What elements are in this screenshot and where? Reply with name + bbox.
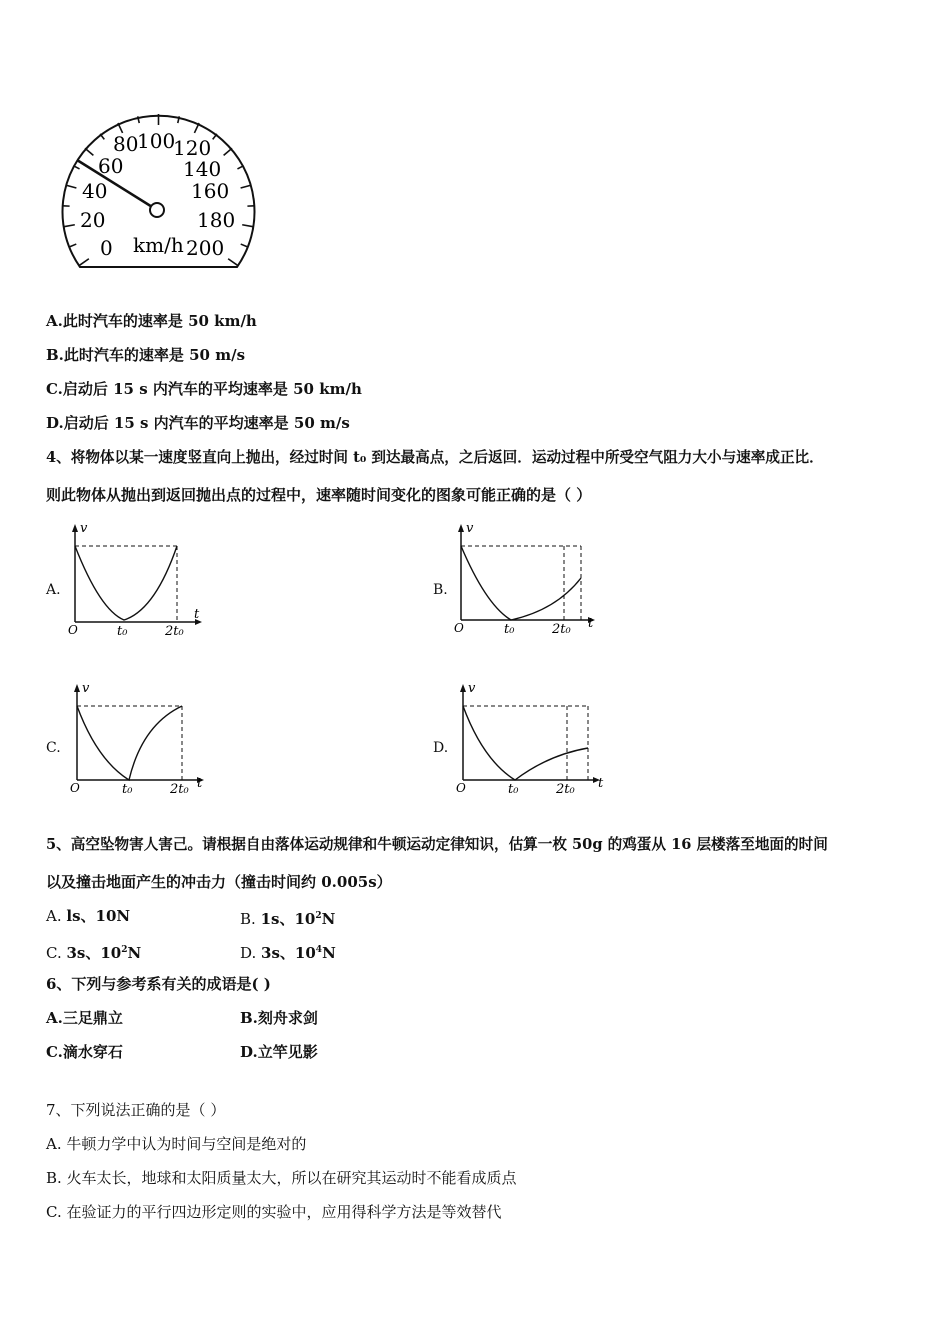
speedometer-tick-mark xyxy=(228,259,237,265)
graph-d xyxy=(448,680,613,805)
speedometer-tick-120: 120 xyxy=(173,136,212,160)
q6-option-c: C.滴水穿石 xyxy=(46,1043,123,1061)
q5-option-c-tail: N xyxy=(127,944,142,962)
q5-option-d-label: D. xyxy=(240,944,262,962)
graph-c-t0: t₀ xyxy=(122,782,133,797)
q3-option-a: A.此时汽车的速率是 50 km/h xyxy=(46,312,257,330)
q5-option-b-tail: N xyxy=(321,910,336,928)
graph-d-t0: t₀ xyxy=(508,782,519,797)
q3-option-b: B.此时汽车的速率是 50 m/s xyxy=(46,346,246,364)
q7-option-c: C. 在验证力的平行四边形定则的实验中，应用得科学方法是等效替代 xyxy=(46,1203,502,1221)
speedometer-tick-mark xyxy=(241,244,247,247)
q7-stem: 7、下列说法正确的是（ ） xyxy=(46,1101,226,1119)
graph-b-curve xyxy=(461,546,581,620)
speedometer-tick-mark xyxy=(70,244,76,247)
q6-option-a: A.三足鼎立 xyxy=(46,1009,123,1027)
graph-b-v: v xyxy=(466,521,474,536)
q5-option-a-label: A. xyxy=(46,907,67,925)
q5-option-b xyxy=(240,906,335,929)
speedometer-tick-mark xyxy=(242,225,253,227)
q3-option-d: D.启动后 15 s 内汽车的平均速率是 50 m/s xyxy=(46,414,350,432)
graph-c-label: C. xyxy=(46,740,61,756)
graph-b-2t0: 2t₀ xyxy=(552,622,571,637)
q5-option-d-text: 3s、10 xyxy=(261,944,316,962)
q4-stem-line1: 4、将物体以某一速度竖直向上抛出，经过时间 t₀ 到达最高点，之后返回．运动过程中所受空气阻力大小与速率成正比． xyxy=(46,449,824,466)
q5-option-d-tail: N xyxy=(322,944,336,962)
q3-option-c: C.启动后 15 s 内汽车的平均速率是 50 km/h xyxy=(46,380,362,398)
graph-a-v: v xyxy=(80,521,88,536)
q5-option-d-sup: 4 xyxy=(315,945,323,955)
graph-a-origin: O xyxy=(68,623,78,637)
q5-option-d xyxy=(240,940,336,963)
q5-stem-line1: 5、高空坠物害人害己。请根据自由落体运动规律和牛顿运动定律知识，估算一枚 50g 的鸡蛋从 16 层楼落至地面的时间 xyxy=(46,836,828,853)
q5-option-c-text: 3s、10 xyxy=(66,944,122,962)
graph-d-t: t xyxy=(598,776,604,791)
graph-c-2t0: 2t₀ xyxy=(170,782,189,797)
q5-option-a-text: ls、10N xyxy=(66,907,131,925)
speedometer-tick-0: 0 xyxy=(100,236,113,260)
speedometer-tick-180: 180 xyxy=(197,208,236,232)
graph-d-label: D. xyxy=(433,740,449,756)
q5-option-b-label: B. xyxy=(240,910,261,928)
graph-c-v: v xyxy=(82,681,90,696)
graph-b-t0: t₀ xyxy=(504,622,515,637)
graph-d-v: v xyxy=(468,681,476,696)
speedometer-tick-20: 20 xyxy=(80,208,106,232)
speedometer-tick-80: 80 xyxy=(113,132,139,156)
graph-a-label: A. xyxy=(46,582,61,598)
speedometer-tick-mark xyxy=(85,148,93,155)
q7-option-b: B. 火车太长，地球和太阳质量太大，所以在研究其运动时不能看成质点 xyxy=(46,1169,517,1187)
graph-a xyxy=(60,520,210,645)
graph-b-t: t xyxy=(588,616,594,631)
graph-c-curve xyxy=(77,706,182,780)
speedometer-figure xyxy=(55,110,265,275)
graph-a-2t0: 2t₀ xyxy=(165,624,184,639)
speedometer-tick-200: 200 xyxy=(186,236,225,260)
graph-c-t: t xyxy=(197,776,203,791)
q5-stem-line2: 以及撞击地面产生的冲击力（撞击时间约 0.005s） xyxy=(46,873,392,891)
q6-option-d: D.立竿见影 xyxy=(240,1043,318,1061)
q7-option-a: A. 牛顿力学中认为时间与空间是绝对的 xyxy=(46,1135,307,1153)
speedometer-tick-160: 160 xyxy=(191,179,230,203)
graph-d-curve xyxy=(463,706,588,780)
speedometer-unit: km/h xyxy=(133,233,184,257)
graph-b-label: B. xyxy=(433,582,448,598)
graph-b-origin: O xyxy=(454,621,464,635)
q6-stem: 6、下列与参考系有关的成语是( ) xyxy=(46,975,271,993)
graph-b xyxy=(446,520,606,645)
speedometer-tick-mark xyxy=(80,259,89,265)
speedometer-tick-mark xyxy=(66,185,77,188)
speedometer-pivot xyxy=(150,203,164,217)
q6-option-b: B.刻舟求剑 xyxy=(240,1009,318,1027)
speedometer-tick-mark xyxy=(224,148,232,155)
q5-option-c-label: C. xyxy=(46,944,67,962)
speedometer-tick-140: 140 xyxy=(183,157,222,181)
q5-option-c xyxy=(46,940,141,963)
q5-option-a xyxy=(46,906,130,926)
graph-d-2t0: 2t₀ xyxy=(556,782,575,797)
graph-d-origin: O xyxy=(456,781,466,795)
graph-a-t: t xyxy=(194,607,200,622)
q5-option-b-text: 1s、10 xyxy=(260,910,316,928)
speedometer-tick-mark xyxy=(241,185,252,188)
graph-c-origin: O xyxy=(70,781,80,795)
q5-option-c-sup: 2 xyxy=(121,945,128,955)
q4-stem-line2: 则此物体从抛出到返回抛出点的过程中，速率随时间变化的图象可能正确的是（ ） xyxy=(46,486,592,504)
speedometer-tick-60: 60 xyxy=(98,154,124,178)
graph-c xyxy=(62,680,212,805)
q5-option-b-sup: 2 xyxy=(315,911,322,921)
speedometer-tick-100: 100 xyxy=(137,129,176,153)
graph-a-t0: t₀ xyxy=(117,624,128,639)
speedometer-tick-mark xyxy=(64,225,75,227)
graph-a-curve xyxy=(75,546,177,620)
speedometer-tick-40: 40 xyxy=(82,179,108,203)
